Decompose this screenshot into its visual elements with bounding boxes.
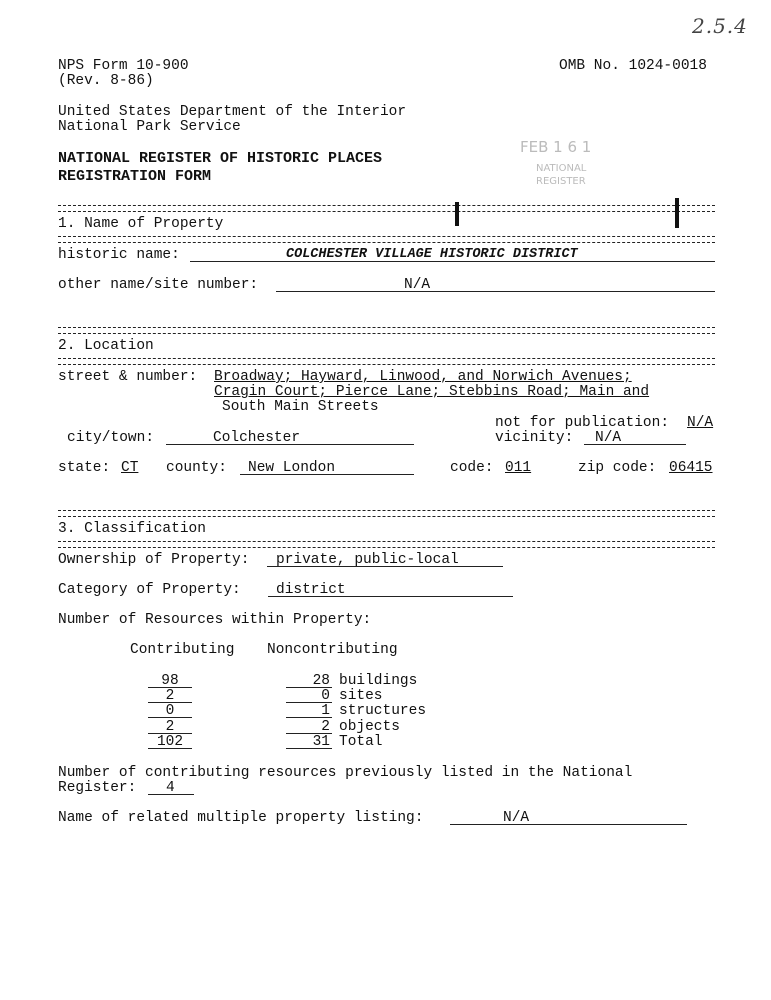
county-value: New London (248, 460, 336, 476)
count-underline (148, 748, 192, 749)
historic-name-label: historic name: (58, 247, 180, 263)
previously-listed-text: Number of contributing resources previously listed in the National (58, 765, 633, 781)
previously-listed-label: Register: (58, 780, 137, 796)
not-for-publication-label: not for publication: (495, 415, 670, 431)
street-label: street & number: (58, 369, 198, 385)
contributing-header: Contributing (130, 642, 235, 658)
resource-type: objects (339, 719, 400, 735)
zip-label: zip code: (578, 460, 657, 476)
section-rule (58, 358, 715, 365)
omb-number: OMB No. 1024-0018 (559, 58, 707, 74)
section-2-heading: 2. Location (58, 338, 154, 354)
ownership-value: private, public-local (276, 552, 459, 568)
ownership-label: Ownership of Property: (58, 552, 250, 568)
noncontributing-count: 0 (321, 688, 330, 704)
state-value: CT (121, 460, 139, 476)
noncontributing-count: 31 (312, 734, 330, 750)
historic-name-value: COLCHESTER VILLAGE HISTORIC DISTRICT (286, 247, 578, 262)
received-stamp-line3: REGISTER (536, 176, 586, 187)
scan-mark (455, 202, 459, 226)
section-3-heading: 3. Classification (58, 521, 206, 537)
county-label: county: (166, 460, 227, 476)
contributing-count: 2 (165, 688, 175, 704)
form-number: NPS Form 10-900 (58, 58, 189, 74)
category-value: district (276, 582, 346, 598)
street-line-3: South Main Streets (222, 399, 379, 415)
not-for-publication-value: N/A (687, 415, 714, 431)
previously-listed-value: 4 (166, 780, 175, 796)
noncontributing-count: 1 (321, 703, 330, 719)
count-underline (286, 748, 332, 749)
resources-label: Number of Resources within Property: (58, 612, 372, 628)
noncontributing-count: 2 (321, 719, 330, 735)
state-label: state: (58, 460, 111, 476)
department-name: United States Department of the Interior (58, 104, 407, 120)
contributing-count: 2 (165, 719, 175, 735)
section-1-heading: 1. Name of Property (58, 216, 224, 232)
multiple-listing-underline (450, 824, 687, 825)
noncontributing-count: 28 (312, 673, 330, 689)
other-name-value: N/A (404, 277, 431, 293)
city-value: Colchester (213, 430, 301, 446)
resource-type: sites (339, 688, 383, 704)
received-stamp-date: FEB 1 6 1 (520, 138, 592, 156)
count-underline (286, 717, 332, 718)
street-line-1: Broadway; Hayward, Linwood, and Norwich Avenues; (214, 369, 632, 385)
category-label: Category of Property: (58, 582, 241, 598)
other-name-underline (276, 291, 715, 292)
count-underline (148, 717, 192, 718)
contributing-count: 98 (161, 673, 179, 689)
handwritten-page-note: 2.5.4 (692, 14, 748, 38)
service-name: National Park Service (58, 119, 241, 135)
vicinity-value: N/A (595, 430, 622, 446)
resource-type: structures (339, 703, 427, 719)
street-line-2: Cragin Court; Pierce Lane; Stebbins Road; Main and (214, 384, 650, 400)
city-label: city/town: (67, 430, 155, 446)
section-rule (58, 541, 715, 548)
section-rule (58, 327, 715, 334)
section-rule (58, 510, 715, 517)
multiple-listing-label: Name of related multiple property listing: (58, 810, 424, 826)
form-revision: (Rev. 8-86) (58, 73, 154, 89)
contributing-count: 102 (156, 734, 184, 750)
scan-mark (675, 198, 679, 228)
noncontributing-header: Noncontributing (267, 642, 398, 658)
other-name-label: other name/site number: (58, 277, 259, 293)
zip-value: 06415 (669, 460, 713, 476)
resource-type: Total (339, 734, 383, 750)
section-rule (58, 236, 715, 243)
contributing-count: 0 (165, 703, 175, 719)
vicinity-label: vicinity: (495, 430, 574, 446)
received-stamp-line2: NATIONAL (536, 163, 587, 174)
form-title-line1: NATIONAL REGISTER OF HISTORIC PLACES (58, 150, 383, 167)
form-title-line2: REGISTRATION FORM (58, 168, 212, 185)
multiple-listing-value: N/A (503, 810, 530, 826)
code-label: code: (450, 460, 494, 476)
resource-type: buildings (339, 673, 418, 689)
code-value: 011 (505, 460, 532, 476)
section-rule (58, 205, 715, 212)
